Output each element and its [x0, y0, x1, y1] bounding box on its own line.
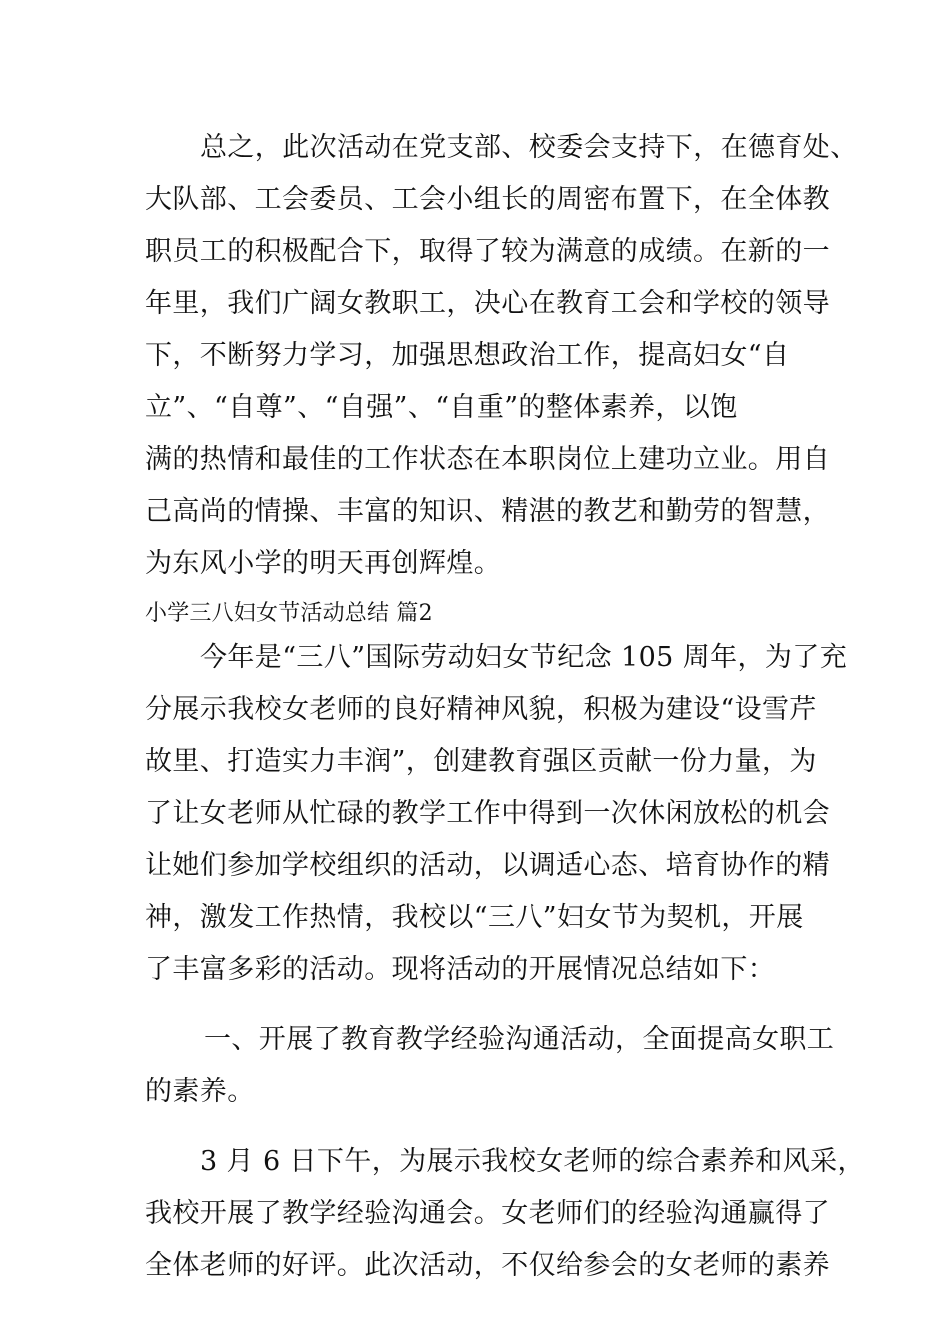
paragraph-2-line-1: 今年是“三八”国际劳动妇女节纪念 105 周年，为了充	[200, 642, 848, 673]
paragraph-2-line-7: 了丰富多彩的活动。现将活动的开展情况总结如下：	[145, 954, 776, 985]
paragraph-1-line-3: 职员工的积极配合下，取得了较为满意的成绩。在新的一	[145, 236, 830, 267]
paragraph-2-line-4: 了让女老师从忙碌的教学工作中得到一次休闲放松的机会	[145, 798, 830, 829]
paragraph-2-line-6: 神，激发工作热情，我校以“三八”妇女节为契机，开展	[145, 902, 804, 933]
paragraph-2-line-5: 让她们参加学校组织的活动，以调适心态、培育协作的精	[145, 850, 830, 881]
paragraph-1-line-8: 己高尚的情操、丰富的知识、精湛的教艺和勤劳的智慧，	[145, 496, 830, 527]
paragraph-1-line-4: 年里，我们广阔女教职工，决心在教育工会和学校的领导	[145, 288, 830, 319]
paragraph-1-line-7: 满的热情和最佳的工作状态在本职岗位上建功立业。用自	[145, 444, 830, 475]
paragraph-4-line-3: 全体老师的好评。此次活动，不仅给参会的女老师的素养	[145, 1250, 830, 1281]
paragraph-3-line-2: 的素养。	[145, 1076, 255, 1107]
paragraph-1-line-1: 总之，此次活动在党支部、校委会支持下，在德育处、	[200, 132, 858, 163]
paragraph-1-line-9: 为东风小学的明天再创辉煌。	[145, 548, 502, 579]
paragraph-4-line-1: 3 月 6 日下午，为展示我校女老师的综合素养和风采，	[200, 1146, 865, 1177]
paragraph-3-line-1: 一、开展了教育教学经验沟通活动，全面提高女职工	[204, 1024, 835, 1055]
paragraph-4-line-2: 我校开展了教学经验沟通会。女老师们的经验沟通赢得了	[145, 1198, 830, 1229]
paragraph-2-line-2: 分展示我校女老师的良好精神风貌，积极为建设“设雪芹	[145, 694, 817, 725]
paragraph-2-line-3: 故里、打造实力丰润”，创建教育强区贡献一份力量，为	[145, 746, 817, 777]
section-heading: 小学三八妇女节活动总结 篇2	[145, 601, 433, 626]
paragraph-1-line-5: 下，不断努力学习，加强思想政治工作，提高妇女“自	[145, 340, 790, 371]
paragraph-1-line-2: 大队部、工会委员、工会小组长的周密布置下，在全体教	[145, 184, 830, 215]
paragraph-1-line-6: 立”、“自尊”、“自强”、“自重”的整体素养，以饱	[145, 392, 738, 423]
